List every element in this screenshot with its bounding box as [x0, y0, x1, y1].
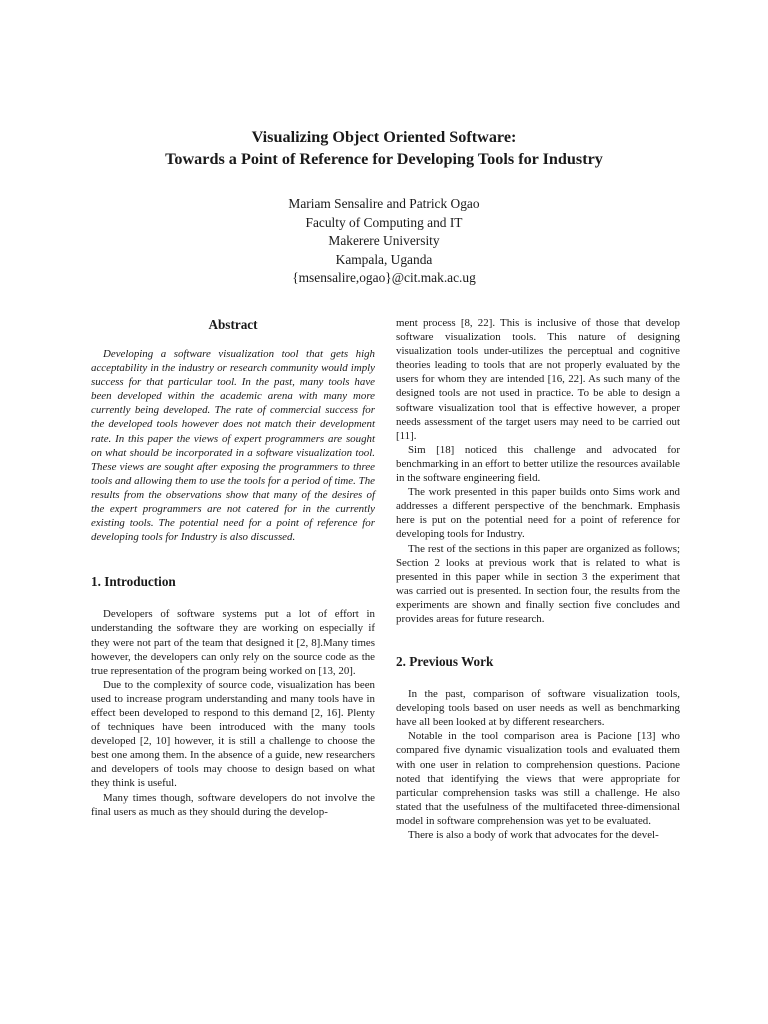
previous-work-paragraph: In the past, comparison of software visualization tools, developing tools based on user needs as well as benchmarking have all been looked at by different researchers.: [396, 688, 680, 729]
introduction-heading: 1. Introduction: [91, 574, 176, 590]
intro-paragraph: Sim [18] noticed this challenge and advocated for benchmarking in an effort to better utilize the resources available in the software engineering field.: [396, 443, 680, 485]
author-location: Kampala, Uganda: [335, 251, 433, 267]
title-line-1: Visualizing Object Oriented Software:: [251, 128, 517, 146]
author-university: Makerere University: [328, 233, 440, 248]
author-faculty: Faculty of Computing and IT: [305, 214, 463, 230]
author-email: {msensalire,ogao}@cit.mak.ac.ug: [292, 270, 476, 285]
author-names: Mariam Sensalire and Patrick Ogao: [288, 196, 480, 211]
previous-work-paragraph: There is also a body of work that advocates for the devel-: [408, 829, 659, 841]
previous-work-heading: 2. Previous Work: [396, 654, 494, 670]
previous-work-paragraph: Notable in the tool comparison area is Pacione [13] who compared five dynamic visualization tools and evaluated them with one user in relation to comprehension questions. Pacione noted that identifying the views that were appropriate for particular comprehension tasks was still a challenge. He also stated that the usefulness of the multifaceted three-dimensional model in software comprehension was yet to be evaluated.: [396, 730, 680, 827]
left-column: [91, 316, 375, 819]
paper-title: [0, 126, 768, 170]
title-line-2: Towards a Point of Reference for Developing Tools for Industry: [165, 150, 603, 168]
intro-continuation: ment process [8, 22]. This is inclusive of those that develop software visualization tools. This nature of designing visualization tools under-utilizes the perceptual and cognitive theories leading to tools that are not properly evaluated by the users for whom they are intended [16, 22]. As such many of the designed tools are not used in practice. To be able to design a software visualization tool that is effective however, a proper needs assessment of the target users may need to be carried out [11].: [396, 317, 680, 442]
abstract-heading: Abstract: [208, 317, 258, 332]
intro-paragraph: Due to the complexity of source code, visualization has been used to increase program understanding and many tools have in effect been developed to respond to this demand [2, 16]. Plenty of techniques have been introduced with the many tools developed [2, 10] however, it is still a challenge to choose the best one among them. In the absence of a guide, new researchers and developers of tools may choose to design based on what they think is useful.: [91, 678, 375, 790]
intro-paragraph: Developers of software systems put a lot of effort in understanding the software they are working on especially if they were not part of the team that designed it [2, 8].Many times however, the developers can only rely on the source code as the true representation of the program being worked on [13, 20].: [91, 608, 375, 677]
intro-paragraph: The rest of the sections in this paper are organized as follows; Section 2 looks at previous work that is related to what is presented in this paper while in section 3 the experiment that was carried out is presented. In section four, the results from the experiments are shown and finally section five concludes and provides areas for future research.: [396, 542, 680, 625]
right-column: [396, 316, 680, 842]
abstract-text: Developing a software visualization tool that gets high acceptability in the industry or research community would imply success for that particular tool. In the past, many tools have been developed within the academic arena with many more currently being developed. The rate of commercial success for the developed tools however does not match their development rate. In this paper the views of expert programmers are sought on what should be incorporated in a software visualization tool. These views are sought after exposing the programmers to three tools and allowing them to use the tools for a period of time. The results from the observations show that many of the desires of the expert programmers are not catered for in the currently existing tools. The potential need for a point of reference for developing tools for Industry is also discussed.: [91, 348, 375, 544]
intro-paragraph: Many times though, software developers do not involve the final users as much as they should during the develop-: [91, 791, 375, 818]
intro-paragraph: The work presented in this paper builds onto Sims work and addresses a different perspective of the benchmark. Emphasis here is put on the potential need for a point of reference for developing tools for Industry.: [396, 486, 680, 541]
author-block: [0, 195, 768, 288]
